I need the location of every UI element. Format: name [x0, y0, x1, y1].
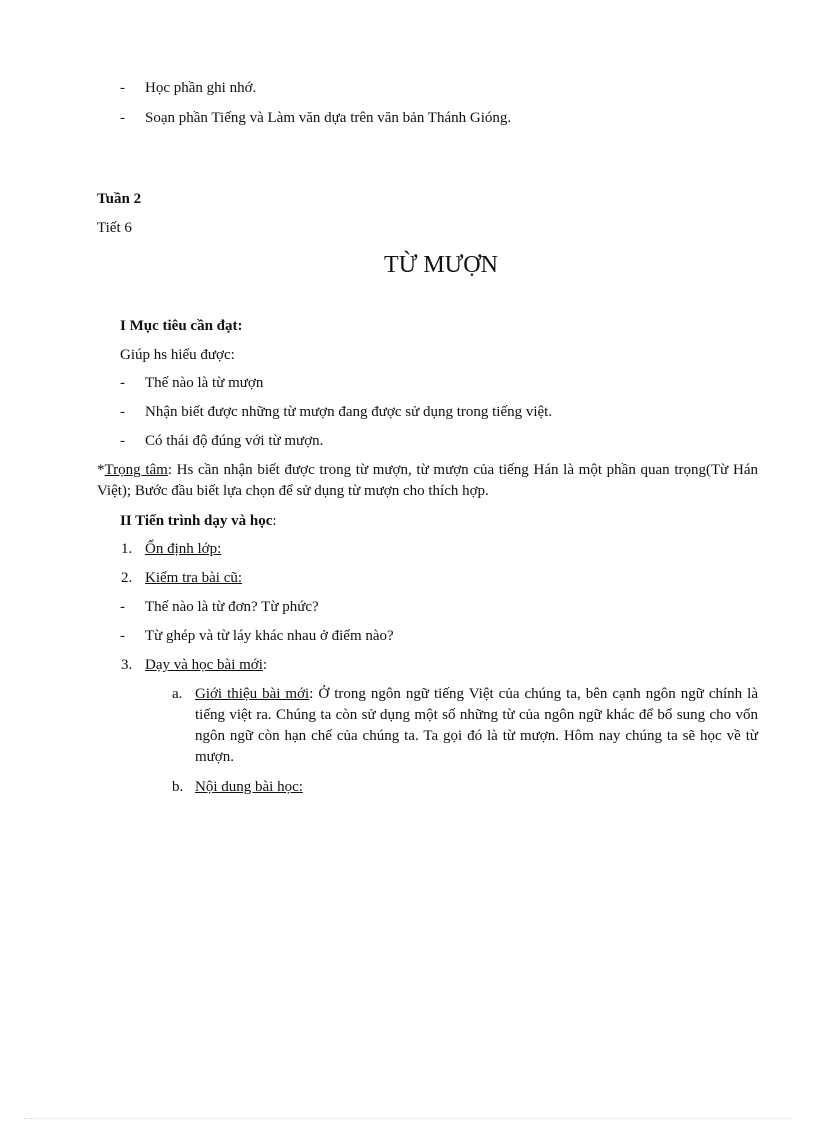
objective-text: Có thái độ đúng với từ mượn.: [145, 433, 324, 449]
bullet-dash: -: [120, 599, 125, 615]
top-list-text: Soạn phần Tiếng và Làm văn dựa trên văn bản Thánh Gióng.: [145, 110, 512, 126]
bullet-dash: -: [120, 628, 125, 644]
focus-text: : Hs cần nhận biết được trong từ mượn, từ mượn của tiếng Hán là một phần quan trọng(Từ Hán Việt); Bước đầu biết lựa chọn để sử dụng từ mượn cho thích hợp.: [97, 462, 758, 499]
bullet-dash: -: [120, 375, 125, 391]
sub-item-letter: a.: [172, 686, 183, 702]
step-item: [121, 539, 222, 559]
step-number: 2.: [121, 570, 133, 586]
section2-heading-text: II Tiến trình dạy và học: [120, 513, 273, 529]
objective-text: Nhận biết được những từ mượn đang được sử dụng trong tiếng việt.: [145, 404, 553, 420]
page-bottom-rule: [24, 1118, 792, 1119]
sub-item-label: Giới thiệu bài mới: [195, 686, 310, 702]
sub-item-label: Nội dung bài học:: [195, 779, 303, 795]
step-label: Kiểm tra bài cũ:: [145, 570, 243, 586]
question-text: Thế nào là từ đơn? Từ phức?: [145, 599, 319, 615]
page-title: TỪ MƯỢN: [384, 252, 498, 278]
bullet-dash: -: [120, 433, 125, 449]
question-text: Từ ghép và từ láy khác nhau ở điểm nào?: [145, 628, 394, 644]
top-list-text: Học phần ghi nhớ.: [145, 80, 257, 96]
step-item: [121, 655, 268, 675]
section2-heading-colon: :: [272, 513, 277, 529]
step-colon: :: [262, 657, 268, 673]
section1-heading: I Mục tiêu cần đạt:: [120, 318, 243, 334]
bullet-dash: -: [120, 80, 125, 96]
week-label: Tuần 2: [97, 191, 142, 207]
focus-prefix: *: [97, 462, 105, 478]
step-label: Ổn định lớp:: [145, 541, 222, 557]
step-item: [121, 568, 243, 588]
focus-label: Trọng tâm: [104, 462, 168, 478]
objective-text: Thế nào là từ mượn: [145, 375, 264, 391]
step-number: 1.: [121, 541, 133, 557]
bullet-dash: -: [120, 404, 125, 420]
focus-paragraph: [97, 460, 758, 502]
period-label: Tiết 6: [97, 220, 132, 236]
bullet-dash: -: [120, 110, 125, 126]
step-number: 3.: [121, 657, 133, 673]
sub-item-text: : Ở trong ngôn ngữ tiếng Việt của chúng ta, bên cạnh ngôn ngữ chính là tiếng việt ra. Chúng ta còn sử dụng một số những từ của ngôn ngữ khác để bổ sung cho vốn ngôn ngữ còn hạn chế của chúng ta. Ta gọi đó là từ mượn. Hôm nay chúng ta sẽ học về từ mượn.: [195, 686, 758, 765]
sub-item-a-paragraph: [195, 684, 758, 768]
sub-item-letter: b.: [172, 779, 184, 795]
section2-heading: [120, 511, 277, 531]
step-label: Dạy và học bài mới: [145, 657, 263, 673]
section1-intro: Giúp hs hiểu được:: [120, 347, 235, 363]
